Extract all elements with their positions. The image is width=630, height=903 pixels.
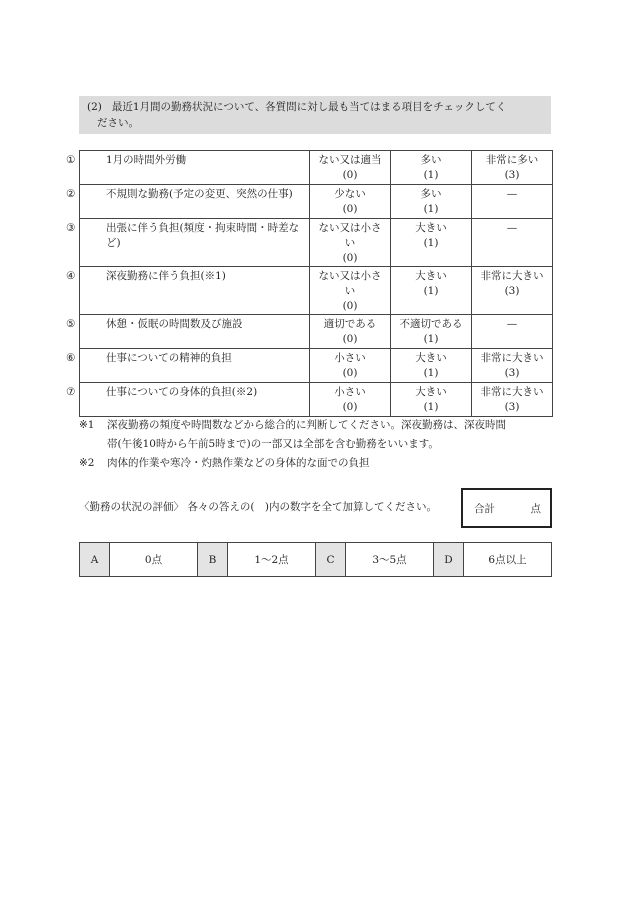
answer-option-cell[interactable] [472, 267, 553, 315]
question-number: ② [66, 188, 76, 200]
answer-option-label: 多い [420, 188, 442, 200]
answer-option-score: (0) [342, 367, 358, 379]
answer-option-cell[interactable] [391, 185, 472, 219]
answer-option-label: 小さい [334, 352, 366, 364]
answer-option-cell[interactable] [310, 315, 391, 349]
answer-option-label: 少ない [334, 188, 366, 200]
question-number: ⑦ [66, 386, 76, 398]
question-row [80, 383, 553, 417]
question-text: 出張に伴う負担(頻度・拘束時間・時差など) [106, 222, 300, 249]
footnote-2 [79, 454, 559, 473]
total-unit: 点 [530, 503, 541, 515]
footnote-mark: ※1 [79, 419, 95, 431]
answer-option-score: (3) [504, 401, 520, 413]
answer-option-cell[interactable] [391, 267, 472, 315]
question-text-cell [66, 267, 310, 315]
answer-option-label: 小さい [334, 386, 366, 398]
answer-option-label: 非常に大きい [480, 386, 544, 398]
total-label: 合計 [474, 503, 495, 515]
answer-option-cell[interactable] [310, 267, 391, 315]
question-number: ④ [66, 270, 76, 282]
answer-option-score: (0) [342, 300, 358, 312]
question-text-cell [66, 151, 310, 185]
score-grade-range: 3〜5点 [346, 543, 434, 577]
score-grade-label: D [434, 543, 464, 577]
answer-option-cell[interactable] [472, 151, 553, 185]
answer-option-score: (1) [423, 203, 439, 215]
footnote-text: 肉体的作業や寒冷・灼熱作業などの身体的な面での負担 [107, 457, 370, 469]
answer-option-score: (1) [423, 401, 439, 413]
answer-option-cell [472, 219, 553, 267]
answer-option-score: (1) [423, 169, 439, 181]
section-number: (2) [87, 101, 102, 113]
score-scale-table [79, 542, 552, 577]
answer-option-score: (1) [423, 333, 439, 345]
question-text-cell [66, 219, 310, 267]
answer-option-cell[interactable] [391, 383, 472, 417]
answer-option-label: 非常に大きい [480, 352, 544, 364]
answer-option-label: ない又は小さい [318, 222, 382, 249]
answer-option-label: 非常に大きい [480, 270, 544, 282]
answer-option-label: — [506, 188, 518, 200]
answer-option-score: (0) [342, 252, 358, 264]
answer-option-cell[interactable] [310, 219, 391, 267]
question-row [80, 185, 553, 219]
footnote-continuation: 帯(午後10時から午前5時まで)の一部又は全部を含む勤務をいいます。 [107, 438, 439, 450]
answer-option-label: 大きい [415, 352, 447, 364]
question-row [80, 267, 553, 315]
answer-option-label: 大きい [415, 386, 447, 398]
answer-option-cell[interactable] [472, 349, 553, 383]
answer-option-cell[interactable] [310, 185, 391, 219]
question-number: ⑥ [66, 352, 76, 364]
answer-option-cell[interactable] [391, 349, 472, 383]
answer-option-cell[interactable] [310, 383, 391, 417]
question-text: 深夜勤務に伴う負担(※1) [106, 270, 226, 282]
answer-option-score: (3) [504, 285, 520, 297]
answer-option-score: (1) [423, 367, 439, 379]
answer-option-score: (1) [423, 285, 439, 297]
answer-option-score: (3) [504, 367, 520, 379]
answer-option-cell [472, 185, 553, 219]
answer-option-cell [472, 315, 553, 349]
evaluation-instruction: 〈勤務の状況の評価〉 各々の答えの( )内の数字を全て加算してください。 [79, 501, 438, 513]
answer-option-label: 不適切である [399, 318, 463, 330]
question-row [80, 219, 553, 267]
answer-option-score: (0) [342, 333, 358, 345]
footnote-1 [79, 416, 559, 454]
answer-option-cell[interactable] [391, 219, 472, 267]
question-text: 休憩・仮眠の時間数及び施設 [106, 318, 243, 330]
answer-option-cell[interactable] [310, 151, 391, 185]
question-row [80, 349, 553, 383]
question-row [80, 315, 553, 349]
work-status-question-table [66, 150, 553, 417]
answer-option-label: — [506, 318, 518, 330]
question-text-cell [66, 349, 310, 383]
footnote-text: 深夜勤務の頻度や時間数などから総合的に判断してください。深夜勤務は、深夜時間 [107, 419, 506, 431]
question-text-cell [66, 315, 310, 349]
question-text: 仕事についての身体的負担(※2) [106, 386, 258, 398]
answer-option-cell[interactable] [472, 383, 553, 417]
footnote-mark: ※2 [79, 457, 95, 469]
question-text-cell [66, 185, 310, 219]
footnotes [79, 416, 559, 473]
question-text: 仕事についての精神的負担 [106, 352, 232, 364]
question-number: ③ [66, 222, 76, 234]
answer-option-label: 適切である [323, 318, 377, 330]
answer-option-cell[interactable] [391, 151, 472, 185]
answer-option-score: (0) [342, 203, 358, 215]
section-heading [79, 96, 551, 134]
answer-option-label: — [506, 222, 518, 234]
total-score-field[interactable] [461, 488, 552, 528]
answer-option-label: 大きい [415, 270, 447, 282]
answer-option-label: ない又は適当 [318, 154, 382, 166]
section-instruction-line2: ださい。 [97, 117, 139, 129]
answer-option-label: ない又は小さい [318, 270, 382, 297]
answer-option-cell[interactable] [391, 315, 472, 349]
score-grade-range: 1〜2点 [228, 543, 316, 577]
question-text: 1月の時間外労働 [106, 154, 187, 166]
question-row [80, 151, 553, 185]
answer-option-score: (3) [504, 169, 520, 181]
section-instruction-line1: 最近1月間の勤務状況について、各質問に対し最も当てはまる項目をチェックしてく [111, 101, 507, 113]
question-text-cell [66, 383, 310, 417]
answer-option-score: (0) [342, 169, 358, 181]
answer-option-label: 多い [420, 154, 442, 166]
answer-option-label: 非常に多い [485, 154, 539, 166]
answer-option-label: 大きい [415, 222, 447, 234]
question-number: ① [66, 154, 76, 166]
score-grade-label: C [316, 543, 346, 577]
question-number: ⑤ [66, 318, 76, 330]
answer-option-score: (0) [342, 401, 358, 413]
answer-option-cell[interactable] [310, 349, 391, 383]
question-text: 不規則な勤務(予定の変更、突然の仕事) [106, 188, 293, 200]
score-grade-label: A [80, 543, 110, 577]
score-grade-label: B [198, 543, 228, 577]
score-grade-range: 6点以上 [464, 543, 552, 577]
answer-option-score: (1) [423, 237, 439, 249]
score-grade-range: 0点 [110, 543, 198, 577]
